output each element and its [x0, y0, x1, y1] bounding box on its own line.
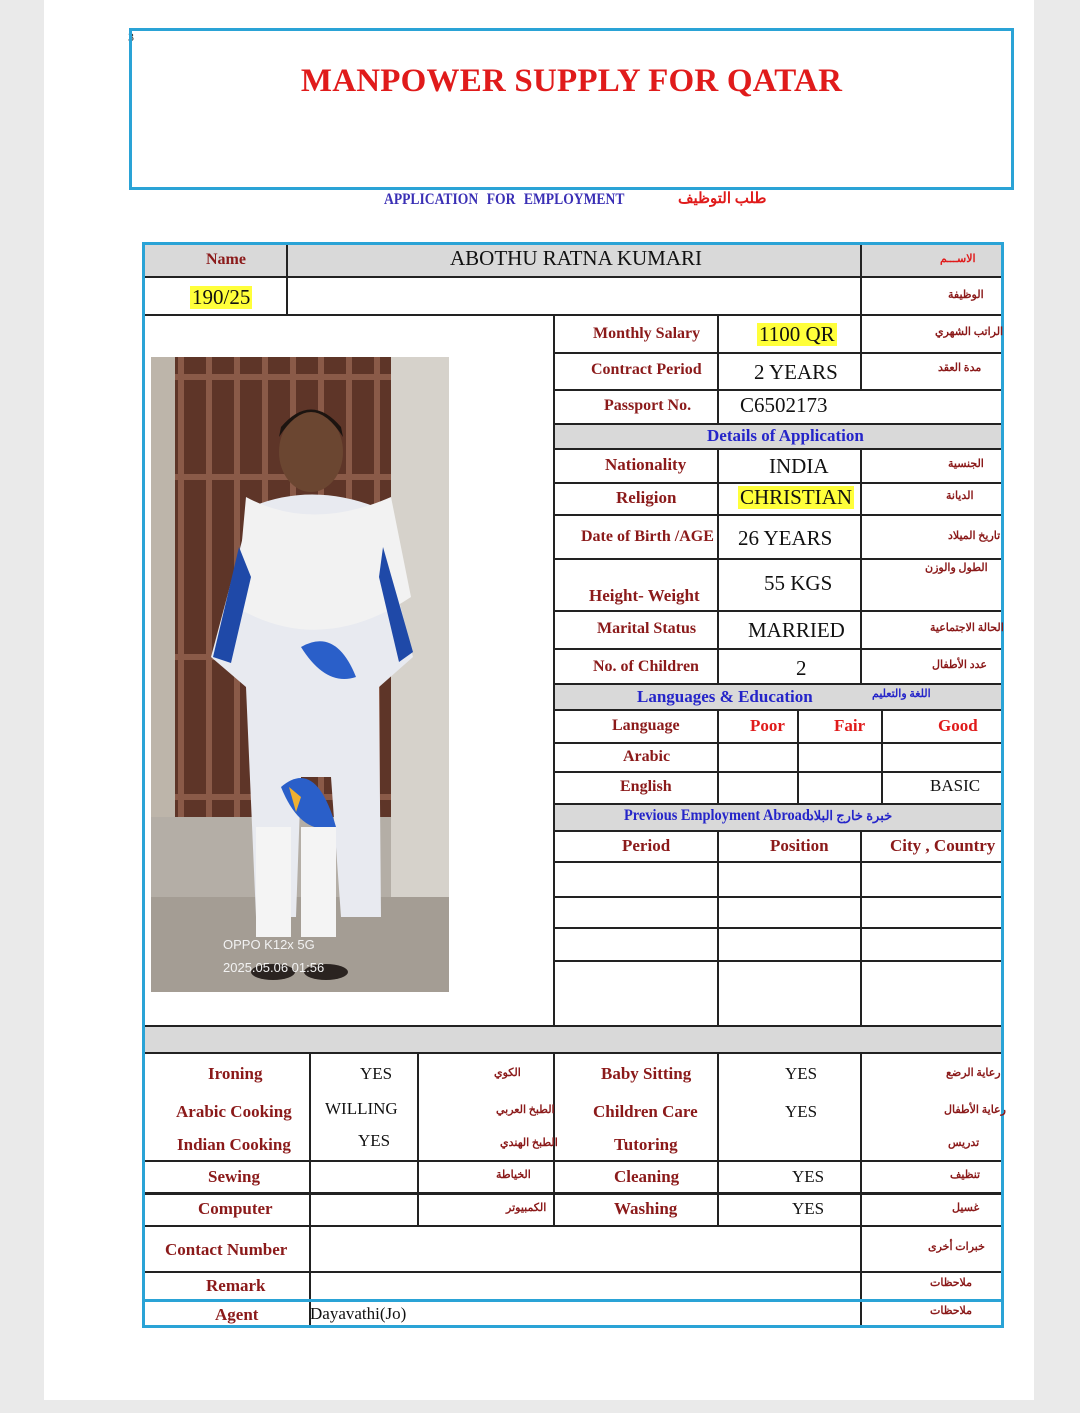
skills-divider-band [145, 1025, 1001, 1052]
skill-computer-label: Computer [198, 1199, 273, 1218]
skill-arabic-cooking-value: WILLING [325, 1099, 398, 1118]
languages-heading-arabic: اللغة والتعليم [872, 688, 931, 700]
skill-children-care-label: Children Care [593, 1102, 698, 1121]
skill-ironing-value: YES [360, 1064, 393, 1083]
skill-washing-label: Washing [614, 1199, 678, 1218]
employment-heading: Previous Employment Abroad [624, 807, 810, 824]
religion-value: CHRISTIAN [740, 485, 853, 509]
page-title: MANPOWER SUPPLY FOR QATAR [300, 63, 843, 99]
nationality-label: Nationality [605, 455, 687, 474]
photo-illustration [151, 357, 449, 992]
skill-tutoring-arabic: تدريس [948, 1137, 980, 1149]
application-label: APPLICATION FOR EMPLOYMENT [384, 191, 625, 208]
passport-label: Passport No. [604, 397, 692, 414]
period-column-header: Period [622, 836, 671, 855]
name-label-arabic: الاســـم [940, 253, 976, 265]
remark-arabic: ملاحظات [930, 1277, 972, 1289]
skill-arabic-cooking-arabic: الطبخ العربي [496, 1104, 555, 1116]
passport-value: C6502173 [740, 393, 828, 417]
agent-arabic: ملاحظات [930, 1305, 972, 1317]
skill-baby-sitting-arabic: رعاية الرضع [946, 1067, 1001, 1079]
skill-ironing-arabic: الكوي [494, 1067, 521, 1079]
nationality-arabic: الجنسية [948, 458, 984, 470]
height-weight-label: Height- Weight [589, 586, 700, 605]
skill-washing-value: YES [792, 1199, 825, 1218]
contact-number-label: Contact Number [165, 1240, 288, 1259]
skill-washing-arabic: غسيل [952, 1202, 980, 1214]
monthly-salary-arabic: الراتب الشهري [935, 326, 1004, 338]
application-label-arabic: طلب التوظيف [678, 191, 767, 207]
remark-label: Remark [206, 1276, 266, 1295]
skill-baby-sitting-label: Baby Sitting [601, 1064, 692, 1083]
skill-cleaning-value: YES [792, 1167, 825, 1186]
photo-time-stamp: 2025.05.06 01:56 [223, 960, 325, 975]
skill-arabic-cooking-label: Arabic Cooking [176, 1102, 292, 1121]
marital-status-arabic: الحالة الاجتماعية [930, 622, 1004, 634]
position-column-header: Position [770, 836, 829, 855]
dob-value: 26 YEARS [738, 526, 833, 550]
good-column-header: Good [938, 716, 978, 735]
height-weight-value: 55 KGS [764, 571, 833, 595]
skill-computer-arabic: الكمبيوتر [506, 1202, 547, 1214]
contract-period-value: 2 YEARS [754, 360, 838, 384]
skill-baby-sitting-value: YES [785, 1064, 818, 1083]
dob-label: Date of Birth /AGE [581, 528, 714, 545]
contact-number-arabic: خبرات أخرى [928, 1241, 985, 1253]
skill-ironing-label: Ironing [208, 1064, 263, 1083]
monthly-salary-label: Monthly Salary [593, 325, 701, 342]
details-heading: Details of Application [707, 426, 864, 445]
language-english: English [620, 778, 672, 795]
applicant-name: ABOTHU RATNA KUMARI [450, 246, 703, 270]
skill-tutoring-label: Tutoring [614, 1135, 678, 1154]
languages-heading: Languages & Education [637, 687, 813, 706]
marital-status-label: Marital Status [597, 620, 697, 637]
photo-device-stamp: OPPO K12x 5G [223, 937, 315, 952]
skill-children-care-arabic: رعاية الأطفال [944, 1104, 1006, 1116]
skill-cleaning-label: Cleaning [614, 1167, 680, 1186]
name-label: Name [206, 251, 246, 268]
skill-cleaning-arabic: تنظيف [950, 1169, 981, 1181]
height-weight-arabic: الطول والوزن [925, 562, 988, 574]
english-good-level: BASIC [930, 776, 981, 795]
fair-column-header: Fair [834, 716, 866, 735]
skill-children-care-value: YES [785, 1102, 818, 1121]
nationality-value: INDIA [769, 454, 829, 478]
contract-period-label: Contract Period [591, 361, 702, 378]
children-label: No. of Children [593, 658, 699, 675]
skill-sewing-arabic: الخياطة [496, 1169, 531, 1181]
children-arabic: عدد الأطفال [932, 659, 987, 671]
children-value: 2 [796, 656, 807, 680]
marital-status-value: MARRIED [748, 618, 845, 642]
position-label-arabic: الوظيفة [948, 289, 984, 301]
skill-sewing-label: Sewing [208, 1167, 260, 1186]
employment-heading-arabic: خبرة خارج البلاد [808, 808, 893, 823]
monthly-salary-value: 1100 QR [759, 322, 835, 346]
header-box [129, 28, 1014, 190]
skill-indian-cooking-label: Indian Cooking [177, 1135, 291, 1154]
applicant-photo [151, 357, 449, 992]
contract-period-arabic: مدة العقد [938, 362, 982, 374]
religion-cell [738, 485, 860, 513]
religion-label: Religion [616, 488, 677, 507]
agent-label: Agent [215, 1305, 259, 1324]
location-column-header: City , Country [890, 836, 996, 855]
language-column-header: Language [612, 717, 680, 734]
skill-indian-cooking-arabic: الطبخ الهندي [500, 1137, 558, 1149]
religion-arabic: الديانة [946, 490, 974, 502]
agent-value: Dayavathi(Jo) [310, 1304, 407, 1323]
skill-indian-cooking-value: YES [358, 1131, 391, 1150]
dob-arabic: تاريخ الميلاد [948, 530, 1001, 542]
language-arabic: Arabic [623, 748, 671, 765]
page-mark: 3 [128, 30, 134, 44]
reference-number: 190/25 [192, 285, 251, 309]
poor-column-header: Poor [750, 716, 785, 735]
